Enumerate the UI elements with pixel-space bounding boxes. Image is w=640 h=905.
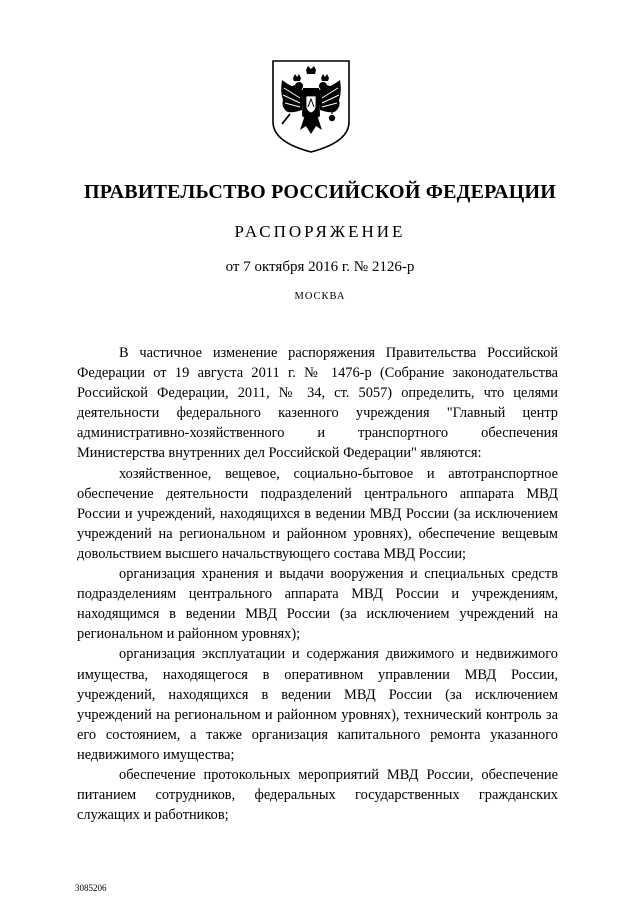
paragraph-item: хозяйственное, вещевое, социально-бытовое и автотранспортное обеспечение деятельности подразделений центрального аппарата МВД России и учреждений, находящихся в ведении МВД России (за исключением учреждений на региональном и районном уровнях), обеспечение вещевым довольствием высшего начальствующего состава МВД России; [77,465,558,562]
government-title: ПРАВИТЕЛЬСТВО РОССИЙСКОЙ ФЕДЕРАЦИИ [84,181,556,203]
paragraph-intro: В частичное изменение распоряжения Правительства Российской Федерации от 19 августа 2011 г. № 1476-р (Собрание законодательства Российской Федерации, 2011, № 34, ст. 5057) определить, что целями деятельности федерального казенного учреждения "Главный центр административно-хозяйственного и транспортного обеспечения Министерства внутренних дел Российской Федерации" являются: [77,345,558,462]
paragraph-item: организация хранения и выдачи вооружения и специальных средств подразделениям центрального аппарата МВД России и учреждениям, находящимся в ведении МВД России (за исключением учреждений на региональном и районном уровнях); [77,566,558,643]
document-body [77,343,558,825]
paragraph-item: организация эксплуатации и содержания движимого и недвижимого имущества, находящегося в оперативном управлении МВД России, учреждений, находящихся в ведении МВД России (за исключением учреждений на региональном и районном уровнях), технический контроль за его состоянием, а также организация капитального ремонта указанного недвижимого имущества; [77,646,558,763]
document-city: МОСКВА [294,291,346,302]
paragraph-item: обеспечение протокольных мероприятий МВД России, обеспечение питанием сотрудников, федеральных государственных гражданских служащих и работников; [77,766,558,824]
document-date-number: от 7 октября 2016 г. № 2126-р [225,259,415,275]
coat-of-arms-icon [270,58,352,154]
document-type: РАСПОРЯЖЕНИЕ [234,222,406,241]
document-code: 3085206 [75,883,107,893]
